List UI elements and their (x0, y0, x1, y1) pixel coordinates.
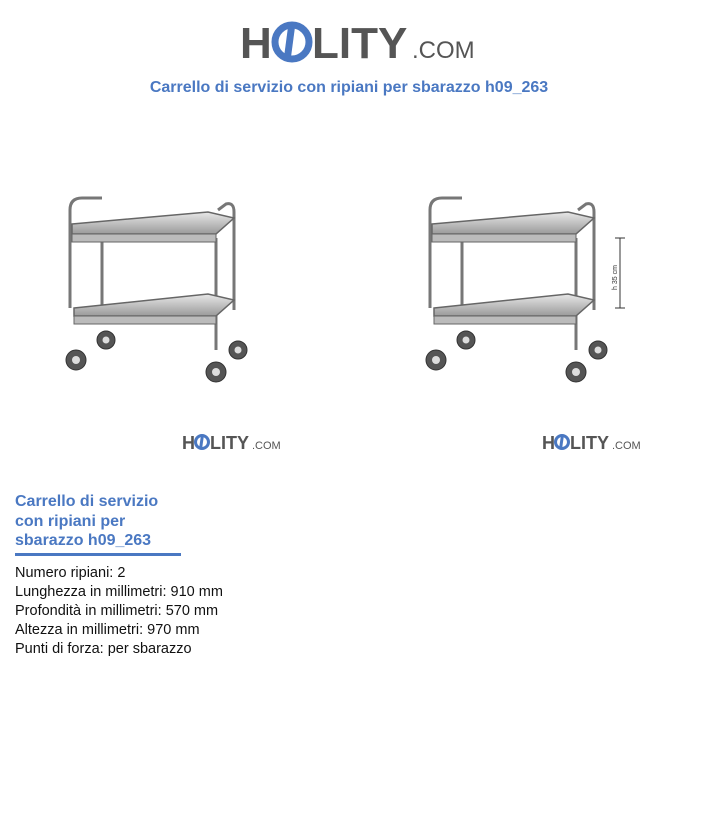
holity-logo[interactable] (240, 18, 500, 68)
spec-item: Numero ripiani: 2 (15, 565, 126, 581)
logo-o-icon (275, 25, 309, 59)
spec-item: Punti di forza: per sbarazzo (15, 641, 192, 657)
spec-item: Profondità in millimetri: 570 mm (15, 603, 219, 619)
svg-text:H: H (182, 433, 195, 453)
spec-label: Profondità in millimetri (15, 603, 158, 619)
spec-value: per sbarazzo (107, 641, 192, 657)
service-trolley-image[interactable] (58, 190, 258, 390)
spec-value: 910 mm (170, 584, 223, 600)
holity-small-logo (542, 430, 642, 454)
spec-value: 2 (117, 565, 126, 581)
product-heading (15, 492, 185, 551)
spec-item: Lunghezza in millimetri: 910 mm (15, 584, 223, 600)
spec-item: Altezza in millimetri: 970 mm (15, 622, 200, 638)
svg-text:LITY: LITY (570, 433, 609, 453)
logo-letter-h: H (240, 19, 272, 68)
svg-text:.COM: .COM (612, 440, 641, 452)
spec-value: 970 mm (147, 622, 200, 638)
product-heading-line: Carrello di servizio (15, 493, 159, 510)
heading-underline (15, 553, 181, 556)
spec-label: Punti di forza (15, 641, 100, 657)
page-title: Carrello di servizio con ripiani per sbarazzo h09_263 (149, 79, 549, 96)
svg-text:.COM: .COM (252, 440, 281, 452)
spec-label: Altezza in millimetri (15, 622, 140, 638)
height-dimension-label: h 35 cm (612, 265, 619, 290)
spec-value: 570 mm (165, 603, 219, 619)
svg-text:H: H (542, 433, 555, 453)
service-trolley-dimension-image[interactable] (418, 190, 618, 390)
product-heading-line: sbarazzo h09_263 (15, 532, 152, 549)
holity-small-logo (182, 430, 282, 454)
logo-domain: .COM (412, 37, 475, 64)
spec-label: Numero ripiani (15, 565, 110, 581)
spec-list (15, 564, 223, 659)
logo-letters-lity: LITY (312, 19, 408, 68)
svg-text:LITY: LITY (210, 433, 249, 453)
product-heading-line: con ripiani per (15, 512, 126, 530)
spec-label: Lunghezza in millimetri (15, 584, 163, 600)
